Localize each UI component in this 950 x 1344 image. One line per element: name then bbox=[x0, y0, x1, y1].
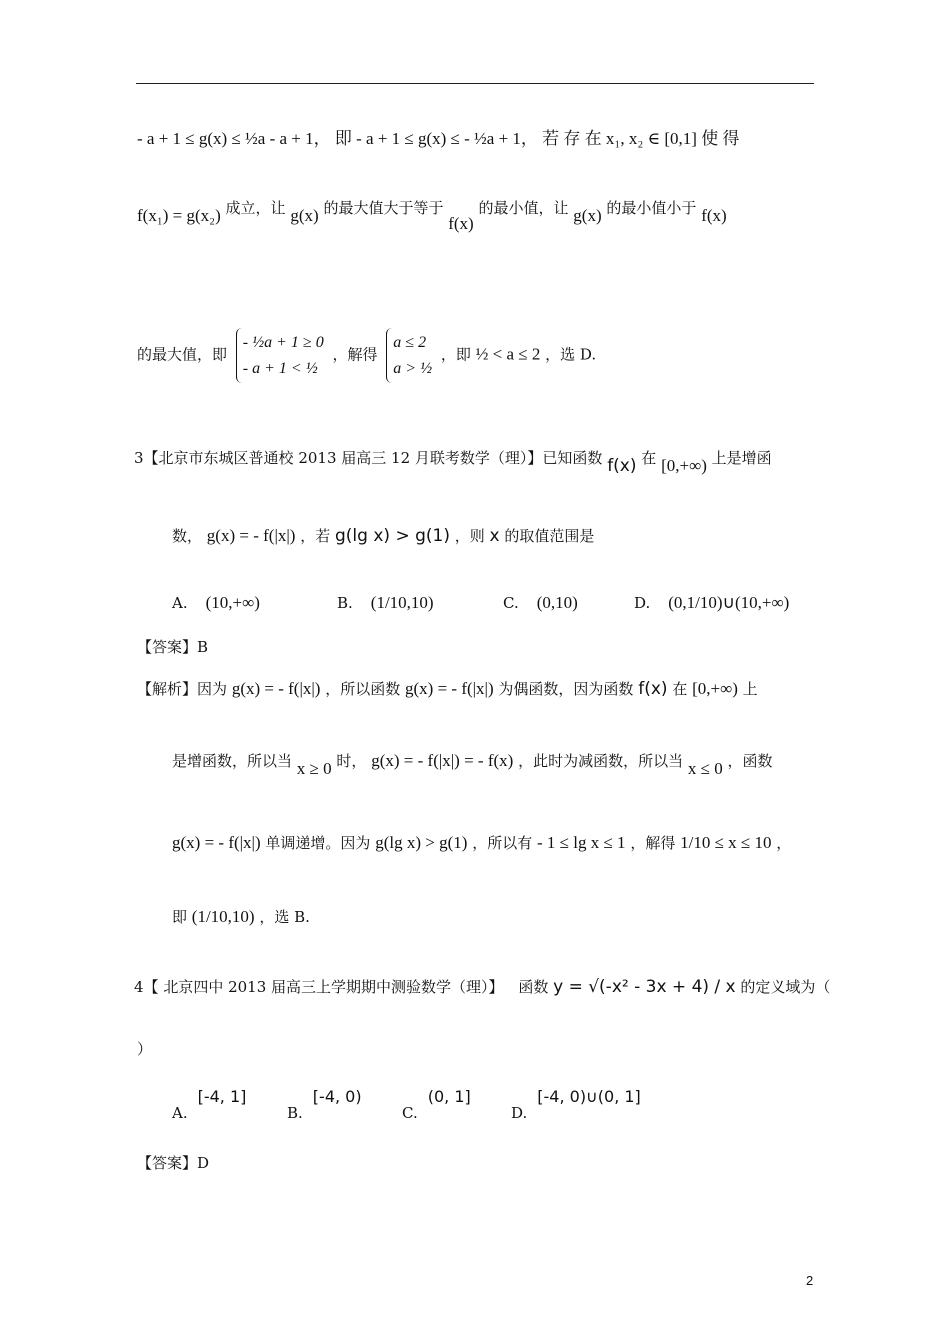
q3-option-b: B. (1/10,10) bbox=[337, 593, 434, 612]
intro-line-2: f(x₁) = g(x₂) 成立，让 g(x) 的最大值大于等于 f(x) 的最小值，让 g(x) 的最小值小于 f(x) bbox=[137, 199, 727, 233]
q4-stem-close: ） bbox=[137, 1040, 153, 1058]
header-rule bbox=[136, 83, 814, 84]
q3-option-d: D. (0,1/10)∪(10,+∞) bbox=[634, 593, 790, 612]
q3-analysis-line-1: 【解析】因为 g(x) = - f(|x|) ，所以函数 g(x) = - f(|x|) 为偶函数，因为函数 f(x) 在 [0,+∞) 上 bbox=[137, 679, 758, 699]
q4-option-c: C.(0, 1] bbox=[402, 1087, 471, 1122]
page-number: 2 bbox=[806, 1273, 814, 1288]
q3-analysis-line-2: 是增函数，所以当 x ≥ 0 时， g(x) = - f(|x|) = - f(x) ，此时为减函数，所以当 x ≤ 0 ，函数 bbox=[172, 751, 773, 778]
q3-analysis-line-4: 即 (1/10,10) ，选 B. bbox=[172, 907, 310, 926]
intro-line-3: 的最大值，即 - ½a + 1 ≥ 0 - a + 1 < ½ ，解得 a ≤ 2 a > ½ ，即 ½ < a ≤ 2 ，选 D. bbox=[137, 328, 596, 383]
q3-answer: 【答案】B bbox=[137, 638, 209, 656]
q4-option-d: D.[-4, 0)∪(0, 1] bbox=[511, 1087, 641, 1122]
q4-option-a: A.[-4, 1] bbox=[172, 1087, 247, 1122]
q3-stem-cont: 数， g(x) = - f(|x|) ，若 g(lg x) > g(1) ，则 x 的取值范围是 bbox=[172, 526, 595, 546]
q3-analysis-line-3: g(x) = - f(|x|) 单调递增。因为 g(lg x) > g(1) ，所以有 - 1 ≤ lg x ≤ 1 ，解得 1/10 ≤ x ≤ 10 ， bbox=[172, 833, 792, 852]
q4-answer: 【答案】D bbox=[137, 1154, 210, 1172]
q4-stem: 4【 北京四中 2013 届高三上学期期中测验数学（理）】 函数 y = √(-x² - 3x + 4) / x 的定义域为（ bbox=[134, 977, 831, 997]
inequality-system-1: - ½a + 1 ≥ 0 - a + 1 < ½ bbox=[236, 328, 324, 383]
q3-option-c: C. (0,10) bbox=[503, 593, 578, 612]
intro-line-1: - a + 1 ≤ g(x) ≤ ½a - a + 1， 即 - a + 1 ≤ g(x) ≤ - ½a + 1， 若 存 在 x₁, x₂ ∈ [0,1] 使 得 bbox=[137, 129, 740, 148]
q3-option-a: A. (10,+∞) bbox=[172, 593, 260, 612]
inequality-system-2: a ≤ 2 a > ½ bbox=[386, 328, 432, 383]
q4-option-b: B.[-4, 0) bbox=[287, 1087, 362, 1122]
q3-stem: 3【北京市东城区普通校 2013 届高三 12 月联考数学（理）】已知函数 f(x) 在 [0,+∞) 上是增函 bbox=[134, 449, 772, 476]
